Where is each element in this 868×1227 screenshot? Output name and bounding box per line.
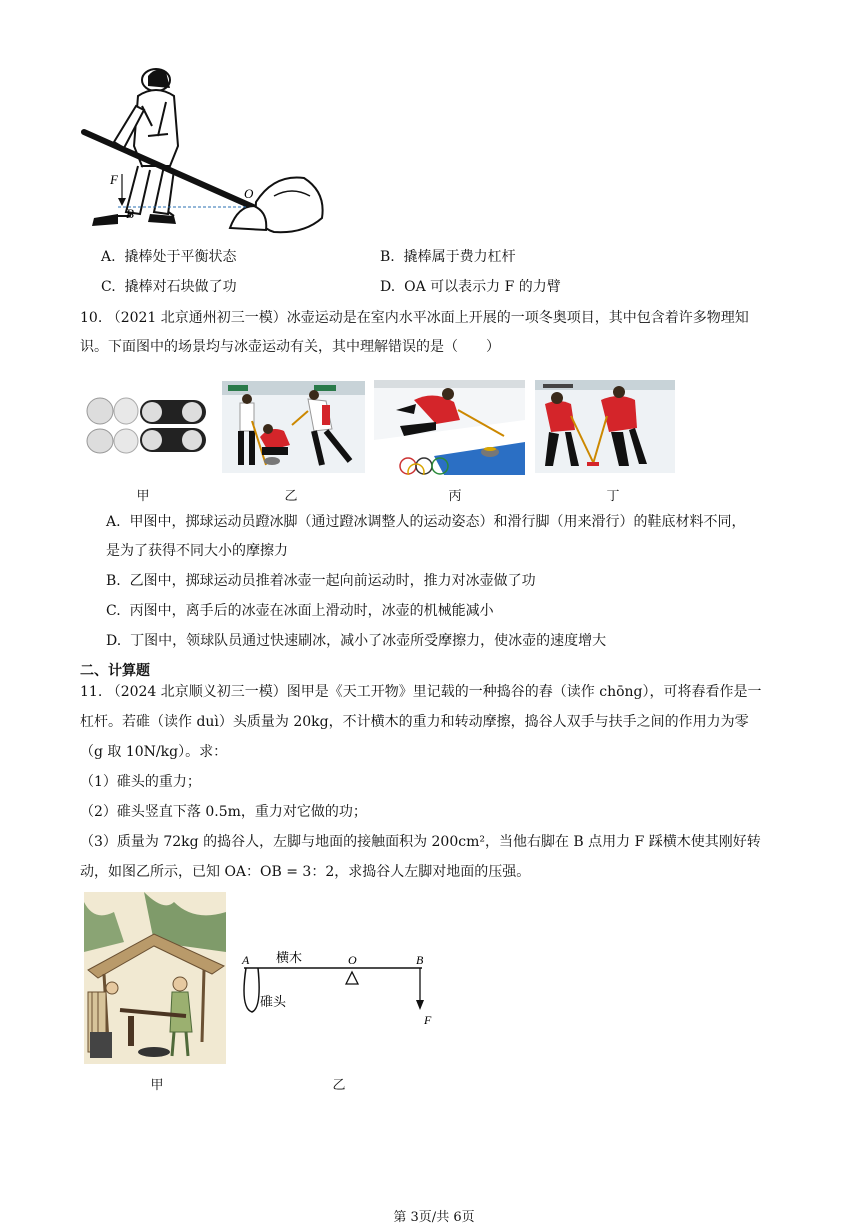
- caption-jia: 甲: [136, 489, 150, 504]
- q11-stem-line1: 11. （2024 北京顺义初三一模）图甲是《天工开物》里记载的一种捣谷的舂（读作 chōng），可将舂看作是一: [80, 684, 762, 700]
- q11-sub2: （2）碓头竖直下落 0.5m，重力对它做的功；: [80, 804, 367, 820]
- photo-yi-pushing-stone: [222, 381, 365, 473]
- option-text: OA 可以表示力 F 的力臂: [404, 279, 561, 295]
- q11-sub1: （1）碓头的重力；: [80, 774, 201, 790]
- q10-stem-line1: 10. （2021 北京通州初三一模）冰壶运动是在室内水平冰面上开展的一项冬奥项目，其中包含着许多物理知: [80, 310, 749, 326]
- q9-option-a: [101, 247, 236, 267]
- q9-option-d: [380, 277, 561, 297]
- label-B: B: [126, 206, 134, 221]
- photo-ding-sweeping: [535, 380, 675, 473]
- option-text: 乙图中，掷球运动员推着冰壶一起向前运动时，推力对冰壶做了功: [129, 573, 536, 589]
- q10-stem-line2: 识。下面图中的场景均与冰壶运动有关，其中理解错误的是（ ）: [80, 339, 500, 355]
- photo-jia-shoe-soles: [84, 394, 210, 460]
- q10-option-c: [106, 601, 494, 621]
- option-label: B.: [106, 573, 121, 589]
- q10-option-b: [106, 571, 536, 591]
- label-F: F: [110, 172, 118, 187]
- label-A: A: [242, 953, 250, 967]
- label-F: F: [424, 1013, 432, 1027]
- illustration-jia-pestle: [84, 892, 226, 1064]
- section-heading: 二、计算题: [80, 663, 150, 679]
- q10-option-a: [106, 512, 745, 532]
- option-text: 撬棒对石块做了功: [124, 279, 237, 295]
- crowbar-figure: [78, 66, 328, 236]
- q11-stem-line3: （g 取 10N/kg）。求：: [80, 744, 228, 760]
- caption-yi-2: 乙: [332, 1078, 346, 1093]
- option-label: D.: [106, 633, 122, 649]
- caption-ding: 丁: [606, 489, 620, 504]
- option-text: 撬棒处于平衡状态: [124, 249, 237, 265]
- label-O: O: [244, 186, 254, 201]
- q9-option-c: [101, 277, 237, 297]
- option-label: D.: [380, 279, 396, 295]
- option-text: 甲图中，掷球运动员蹬冰脚（通过蹬冰调整人的运动姿态）和滑行脚（用来滑行）的鞋底材料不同，: [129, 514, 746, 530]
- caption-yi: 乙: [284, 489, 298, 504]
- lever-diagram-yi: [236, 948, 442, 1030]
- photo-bing-sliding-stone: [374, 380, 525, 475]
- option-text: 撬棒属于费力杠杆: [403, 249, 516, 265]
- page-footer: 第 3页/共 6页: [393, 1210, 475, 1225]
- q11-stem-line2: 杠杆。若碓（读作 duì）头质量为 20kg，不计横木的重力和转动摩擦，捣谷人双手与扶手之间的作用力为零: [80, 714, 749, 730]
- option-label: C.: [101, 279, 116, 295]
- q11-sub3-line1: （3）质量为 72kg 的捣谷人，左脚与地面的接触面积为 200cm²，当他右脚在 B 点用力 F 踩横木使其刚好转: [80, 834, 761, 850]
- option-label: A.: [101, 249, 116, 265]
- q9-option-b: [380, 247, 516, 267]
- caption-bing: 丙: [448, 489, 462, 504]
- q11-sub3-line2: 动，如图乙所示，已知 OA：OB = 3：2，求捣谷人左脚对地面的压强。: [80, 864, 531, 880]
- label-O: O: [348, 953, 357, 967]
- option-label: A.: [106, 514, 121, 530]
- option-label: C.: [106, 603, 121, 619]
- option-label: B.: [380, 249, 395, 265]
- option-text: 丙图中，离手后的冰壶在冰面上滑动时，冰壶的机械能减小: [129, 603, 494, 619]
- q10-option-d: [106, 631, 606, 651]
- label-B: B: [416, 953, 424, 967]
- label-head: 碓头: [260, 995, 287, 1010]
- option-text: 丁图中，领球队员通过快速刷冰，减小了冰壶所受摩擦力，使冰壶的速度增大: [130, 633, 607, 649]
- caption-jia-2: 甲: [150, 1078, 164, 1093]
- q10-option-a-cont: 是为了获得不同大小的摩擦力: [106, 543, 288, 559]
- label-beam: 横木: [276, 951, 303, 966]
